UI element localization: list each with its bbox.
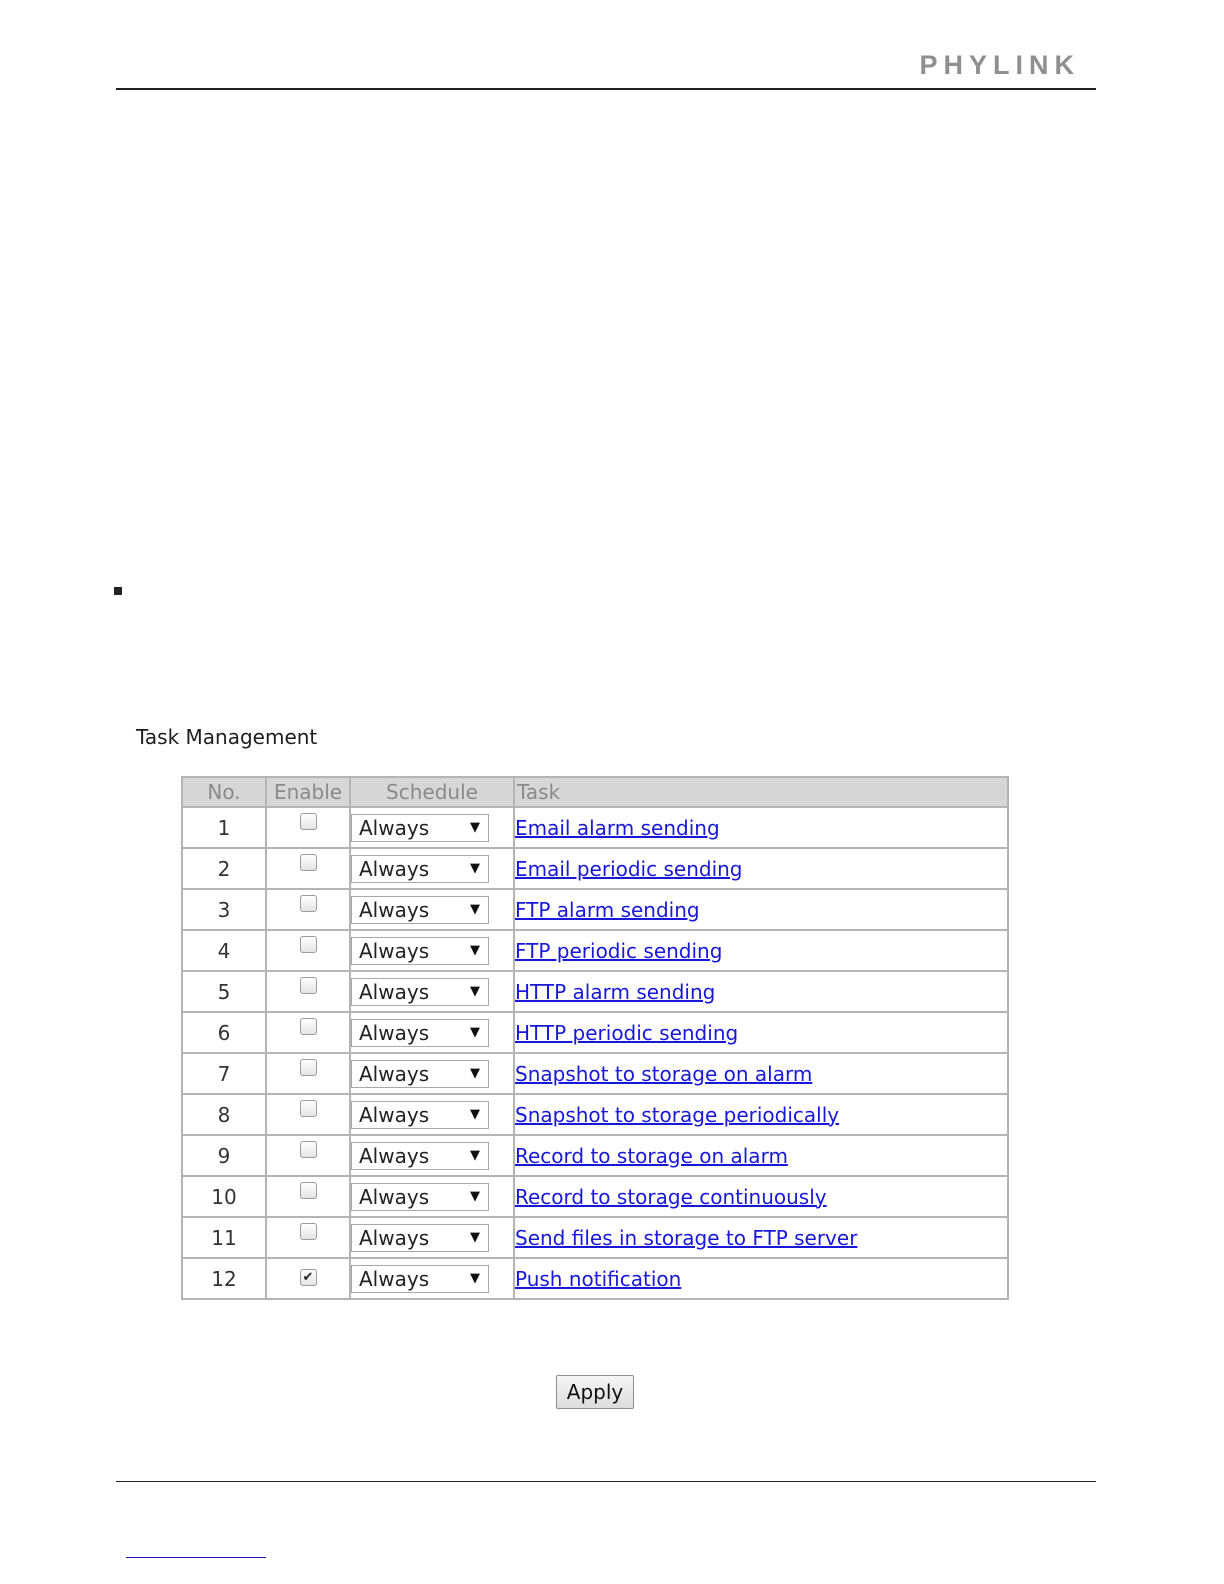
- footer-link-underline: [126, 1557, 266, 1558]
- column-header-enable: Enable: [266, 777, 350, 807]
- schedule-cell: [350, 889, 514, 930]
- enable-cell: [266, 1053, 350, 1094]
- bullet-marker: [114, 587, 122, 595]
- task-cell: [514, 889, 1008, 930]
- section-title: Task Management: [136, 725, 318, 749]
- table-row: [182, 807, 1008, 848]
- chevron-down-icon: ▼: [470, 1270, 480, 1286]
- column-header-no: No.: [182, 777, 266, 807]
- task-rows: [182, 807, 1008, 1299]
- schedule-cell: [350, 807, 514, 848]
- schedule-cell: [350, 1176, 514, 1217]
- enable-checkbox[interactable]: [300, 936, 317, 953]
- enable-cell: [266, 889, 350, 930]
- schedule-cell: [350, 1217, 514, 1258]
- enable-cell: [266, 930, 350, 971]
- row-number: 9: [182, 1135, 266, 1176]
- row-number: 12: [182, 1258, 266, 1299]
- task-link[interactable]: Record to storage continuously: [515, 1184, 827, 1209]
- schedule-select[interactable]: [351, 937, 489, 965]
- schedule-cell: [350, 930, 514, 971]
- enable-checkbox[interactable]: [300, 813, 317, 830]
- schedule-cell: [350, 1094, 514, 1135]
- check-icon: ✔: [302, 1269, 314, 1285]
- chevron-down-icon: ▼: [470, 983, 480, 999]
- table-row: [182, 971, 1008, 1012]
- row-number: 10: [182, 1176, 266, 1217]
- enable-cell: [266, 848, 350, 889]
- schedule-select[interactable]: [351, 1101, 489, 1129]
- row-number: 2: [182, 848, 266, 889]
- task-link[interactable]: Email periodic sending: [515, 856, 743, 881]
- chevron-down-icon: ▼: [470, 860, 480, 876]
- row-number: 5: [182, 971, 266, 1012]
- schedule-select[interactable]: [351, 1060, 489, 1088]
- task-link[interactable]: Snapshot to storage on alarm: [515, 1061, 813, 1086]
- schedule-select[interactable]: [351, 1019, 489, 1047]
- schedule-value: Always: [359, 1061, 430, 1086]
- enable-checkbox[interactable]: [300, 1100, 317, 1117]
- schedule-select[interactable]: [351, 1224, 489, 1252]
- schedule-select[interactable]: [351, 1183, 489, 1211]
- schedule-select[interactable]: [351, 896, 489, 924]
- table-row: [182, 930, 1008, 971]
- task-cell: [514, 807, 1008, 848]
- task-cell: [514, 1135, 1008, 1176]
- chevron-down-icon: ▼: [470, 1106, 480, 1122]
- task-link[interactable]: FTP periodic sending: [515, 938, 723, 963]
- table-row: [182, 1176, 1008, 1217]
- task-link[interactable]: Email alarm sending: [515, 815, 720, 840]
- schedule-value: Always: [359, 1102, 430, 1127]
- schedule-value: Always: [359, 1020, 430, 1045]
- schedule-value: Always: [359, 1184, 430, 1209]
- task-cell: [514, 1094, 1008, 1135]
- task-cell: [514, 930, 1008, 971]
- task-cell: [514, 971, 1008, 1012]
- schedule-value: Always: [359, 897, 430, 922]
- schedule-cell: [350, 1135, 514, 1176]
- table-header-row: [182, 777, 1008, 807]
- task-link[interactable]: Send files in storage to FTP server: [515, 1225, 858, 1250]
- enable-cell: [266, 1258, 350, 1299]
- enable-cell: [266, 1217, 350, 1258]
- row-number: 1: [182, 807, 266, 848]
- table-row: [182, 1094, 1008, 1135]
- header-divider: [116, 88, 1096, 90]
- enable-checkbox[interactable]: [300, 1141, 317, 1158]
- schedule-cell: [350, 1053, 514, 1094]
- enable-checkbox[interactable]: [300, 854, 317, 871]
- schedule-select[interactable]: [351, 1142, 489, 1170]
- enable-checkbox[interactable]: [300, 977, 317, 994]
- task-cell: [514, 1258, 1008, 1299]
- task-cell: [514, 1217, 1008, 1258]
- chevron-down-icon: ▼: [470, 1229, 480, 1245]
- row-number: 6: [182, 1012, 266, 1053]
- chevron-down-icon: ▼: [470, 819, 480, 835]
- table-row: [182, 1053, 1008, 1094]
- task-cell: [514, 1053, 1008, 1094]
- row-number: 3: [182, 889, 266, 930]
- task-link[interactable]: FTP alarm sending: [515, 897, 700, 922]
- schedule-select[interactable]: [351, 814, 489, 842]
- enable-cell: [266, 971, 350, 1012]
- footer-divider: [116, 1481, 1096, 1482]
- row-number: 11: [182, 1217, 266, 1258]
- task-cell: [514, 1012, 1008, 1053]
- enable-cell: [266, 807, 350, 848]
- schedule-select[interactable]: [351, 978, 489, 1006]
- enable-checkbox[interactable]: [300, 1018, 317, 1035]
- schedule-cell: [350, 971, 514, 1012]
- task-cell: [514, 848, 1008, 889]
- row-number: 7: [182, 1053, 266, 1094]
- schedule-value: Always: [359, 815, 430, 840]
- table-row: [182, 848, 1008, 889]
- column-header-task: Task: [514, 777, 1008, 807]
- schedule-cell: [350, 848, 514, 889]
- row-number: 8: [182, 1094, 266, 1135]
- column-header-schedule: Schedule: [350, 777, 514, 807]
- task-link[interactable]: Snapshot to storage periodically: [515, 1102, 840, 1127]
- task-link[interactable]: Record to storage on alarm: [515, 1143, 788, 1168]
- task-table: [181, 776, 1009, 1300]
- schedule-cell: [350, 1012, 514, 1053]
- chevron-down-icon: ▼: [470, 942, 480, 958]
- schedule-value: Always: [359, 938, 430, 963]
- enable-checkbox[interactable]: [300, 895, 317, 912]
- schedule-cell: [350, 1258, 514, 1299]
- table-row: [182, 1258, 1008, 1299]
- task-link[interactable]: HTTP alarm sending: [515, 979, 716, 1004]
- chevron-down-icon: ▼: [470, 1024, 480, 1040]
- schedule-value: Always: [359, 856, 430, 881]
- table-row: [182, 1012, 1008, 1053]
- enable-checkbox[interactable]: [300, 1223, 317, 1240]
- enable-cell: [266, 1176, 350, 1217]
- enable-checkbox[interactable]: [300, 1059, 317, 1076]
- enable-checkbox[interactable]: [300, 1269, 317, 1286]
- chevron-down-icon: ▼: [470, 1188, 480, 1204]
- enable-checkbox[interactable]: [300, 1182, 317, 1199]
- task-cell: [514, 1176, 1008, 1217]
- enable-cell: [266, 1012, 350, 1053]
- apply-button[interactable]: Apply: [556, 1375, 634, 1409]
- task-link[interactable]: Push notification: [515, 1266, 682, 1291]
- enable-cell: [266, 1094, 350, 1135]
- table-row: [182, 889, 1008, 930]
- schedule-value: Always: [359, 1143, 430, 1168]
- table-row: [182, 1135, 1008, 1176]
- schedule-select[interactable]: [351, 1265, 489, 1293]
- schedule-value: Always: [359, 1266, 430, 1291]
- chevron-down-icon: ▼: [470, 1147, 480, 1163]
- chevron-down-icon: ▼: [470, 901, 480, 917]
- schedule-select[interactable]: [351, 855, 489, 883]
- schedule-value: Always: [359, 1225, 430, 1250]
- row-number: 4: [182, 930, 266, 971]
- brand-logo: PHYLINK: [919, 50, 1080, 80]
- table-row: [182, 1217, 1008, 1258]
- chevron-down-icon: ▼: [470, 1065, 480, 1081]
- schedule-value: Always: [359, 979, 430, 1004]
- enable-cell: [266, 1135, 350, 1176]
- task-link[interactable]: HTTP periodic sending: [515, 1020, 739, 1045]
